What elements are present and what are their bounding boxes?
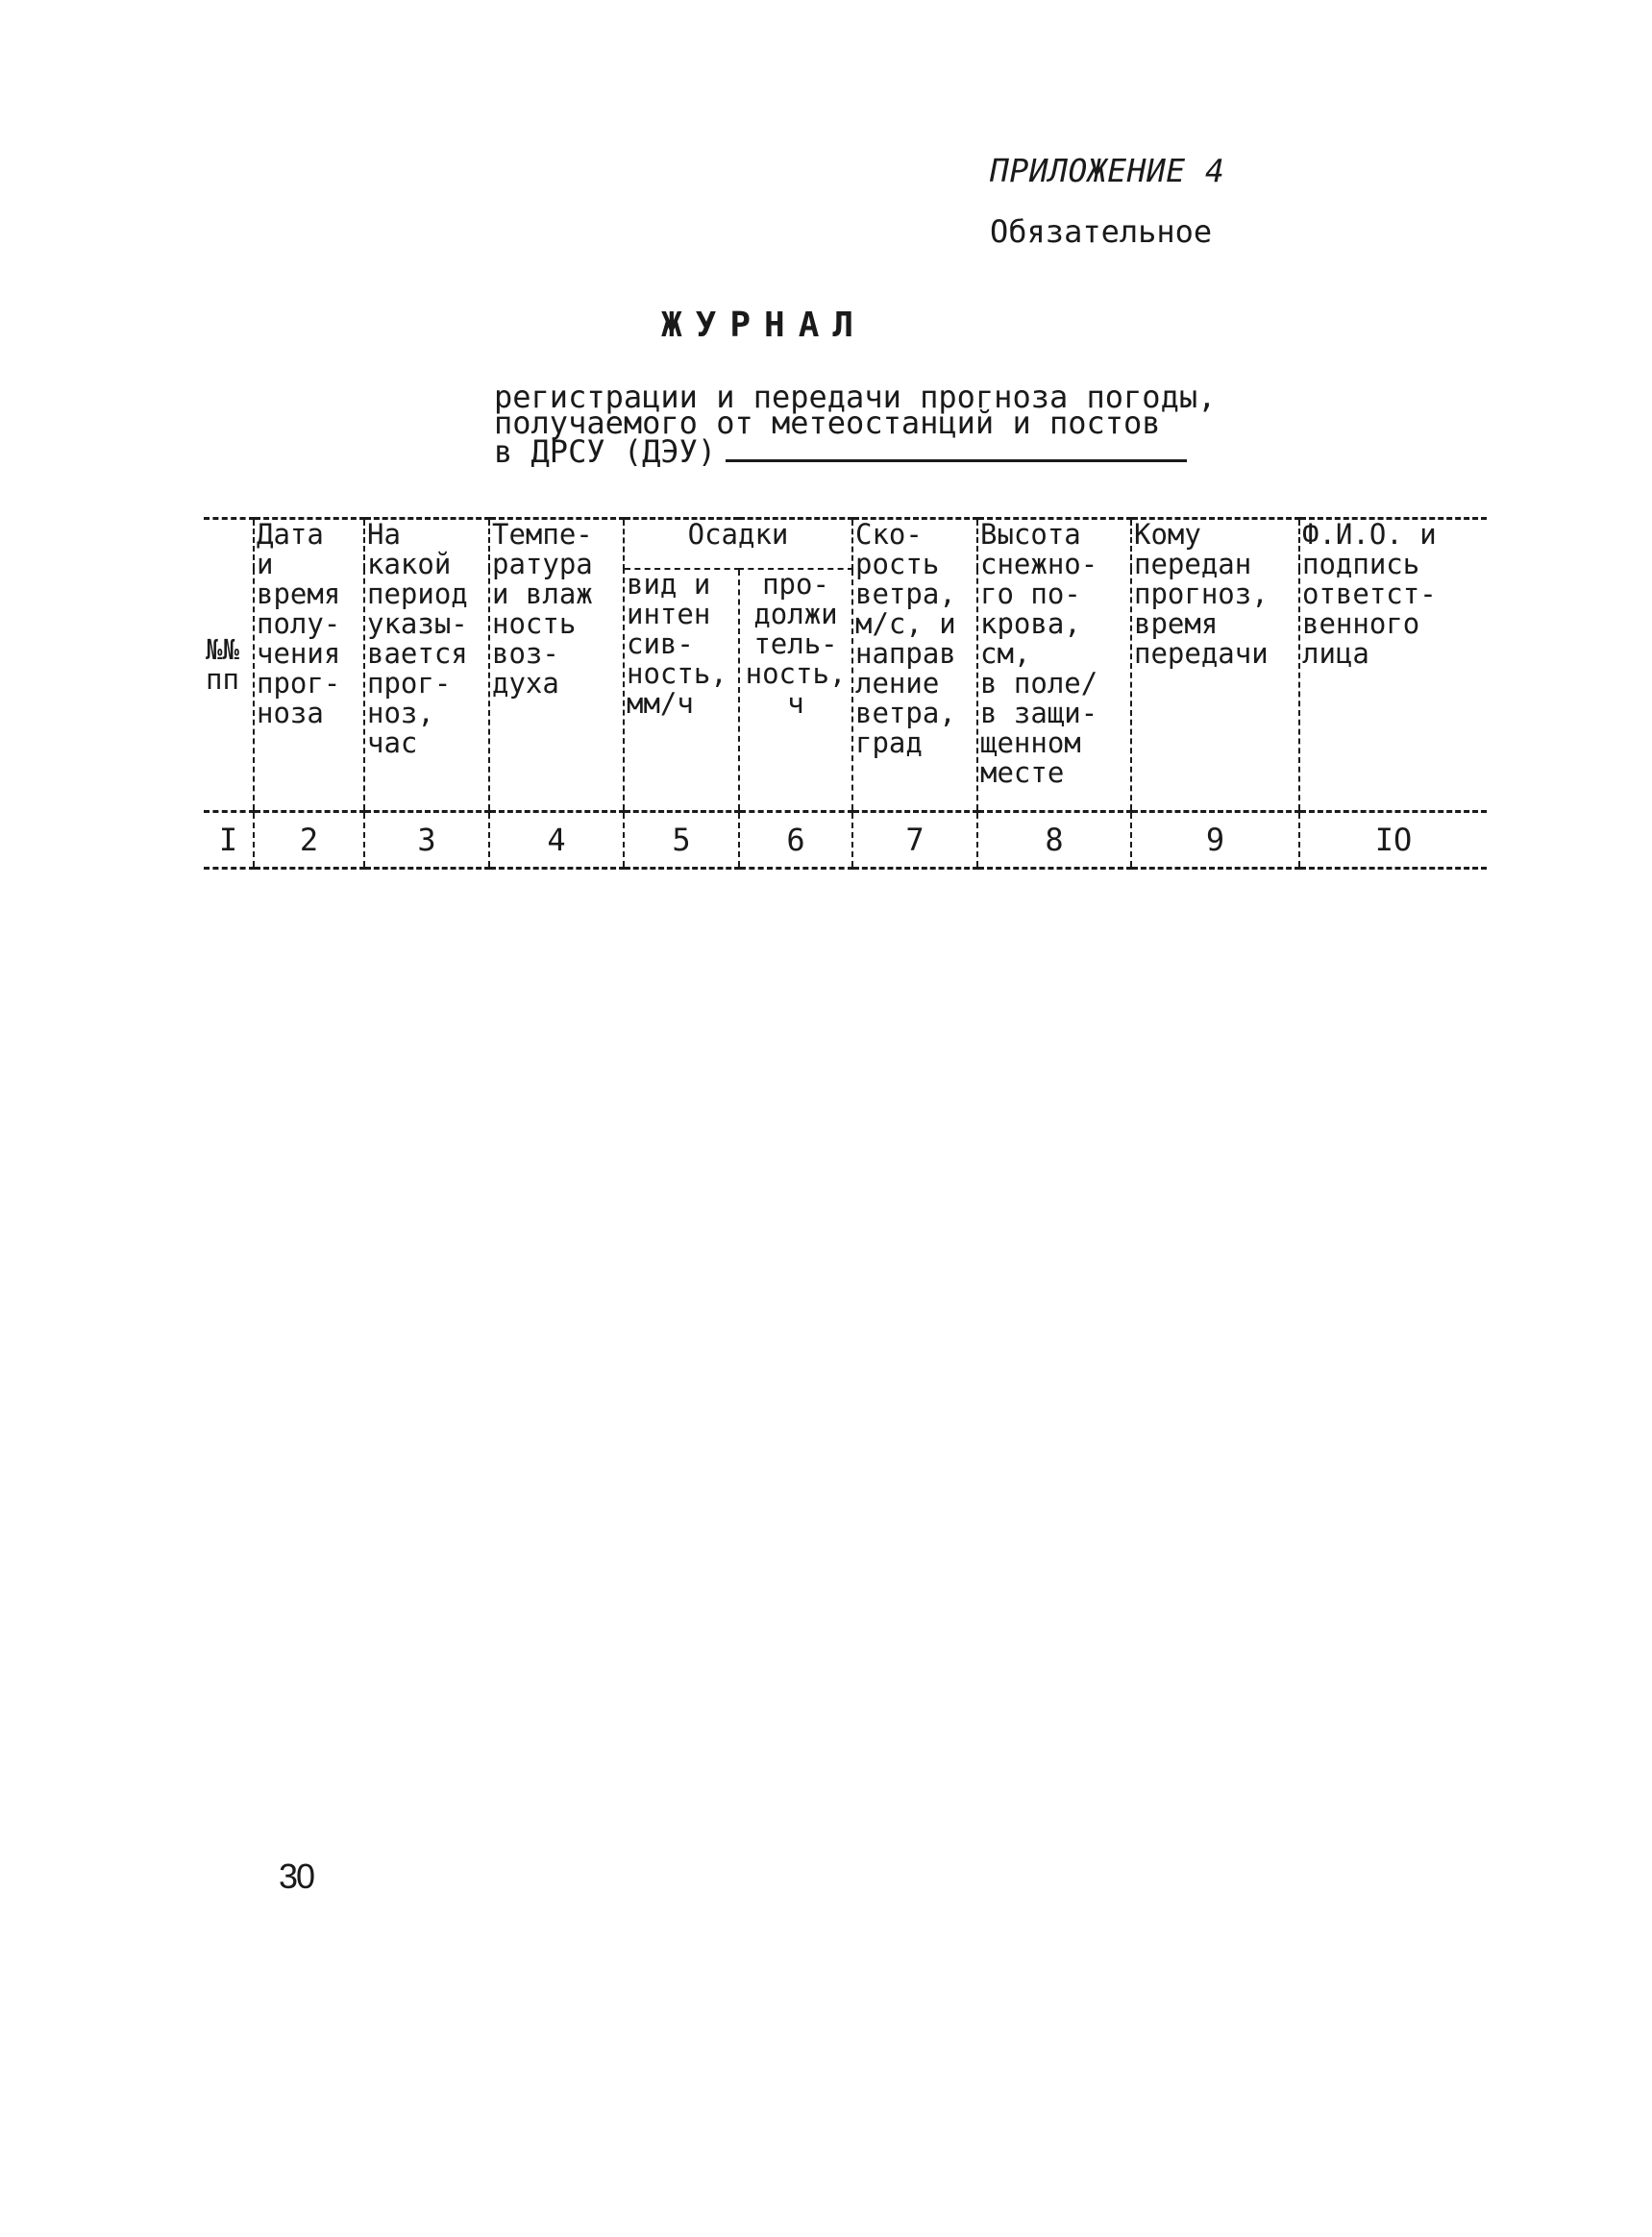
subtitle-line-3-text: в ДРСУ (ДЭУ) bbox=[494, 433, 717, 470]
column-number: 5 bbox=[624, 812, 739, 869]
column-number: IO bbox=[1299, 812, 1487, 869]
col-header-responsible: Ф.И.О. и подпись ответст- венного лица bbox=[1299, 519, 1487, 812]
col-header-wind: Ско- рость ветра, м/с, и направ ление ветра, град bbox=[852, 519, 977, 812]
column-number: 2 bbox=[254, 812, 364, 869]
organization-blank-field[interactable] bbox=[726, 436, 1187, 462]
col-header-precip-type: вид и интен сив- ность, мм/ч bbox=[624, 569, 739, 812]
appendix-label: ПРИЛОЖЕНИЕ 4 bbox=[990, 152, 1225, 189]
subtitle-line-2: получаемого от метеостанций и постов bbox=[494, 405, 1161, 441]
mandatory-label: Обязательное bbox=[990, 213, 1213, 250]
page-number: 30 bbox=[279, 1856, 314, 1896]
document-subtitle bbox=[494, 379, 1217, 470]
column-number: 4 bbox=[489, 812, 624, 869]
column-number: I bbox=[204, 812, 254, 869]
column-number: 7 bbox=[852, 812, 977, 869]
column-number: 3 bbox=[364, 812, 489, 869]
column-number-row bbox=[204, 812, 1487, 869]
document-title: ЖУРНАЛ bbox=[661, 306, 868, 345]
column-number: 8 bbox=[977, 812, 1131, 869]
column-number: 9 bbox=[1131, 812, 1299, 869]
header-row bbox=[204, 519, 1487, 570]
col-header-period: На какой период указы- вается прог- ноз, час bbox=[364, 519, 489, 812]
column-number: 6 bbox=[739, 812, 852, 869]
subtitle-line-1: регистрации и передачи прогноза погоды, bbox=[494, 379, 1217, 415]
subtitle-line-3 bbox=[494, 433, 1216, 470]
col-header-precip-duration: про- должи тель- ность, ч bbox=[739, 569, 852, 812]
col-header-snow: Высота снежно- го по- крова, см, в поле/ в защи- щенном месте bbox=[977, 519, 1131, 812]
col-header-precipitation: Осадки bbox=[624, 519, 852, 570]
col-header-recipient: Кому передан прогноз, время передачи bbox=[1131, 519, 1299, 812]
col-header-number: №№ пп bbox=[204, 519, 254, 812]
col-header-temperature: Темпе- ратура и влаж ность воз- духа bbox=[489, 519, 624, 812]
journal-table bbox=[204, 517, 1487, 870]
col-header-date: Дата и время полу- чения прог- ноза bbox=[254, 519, 364, 812]
